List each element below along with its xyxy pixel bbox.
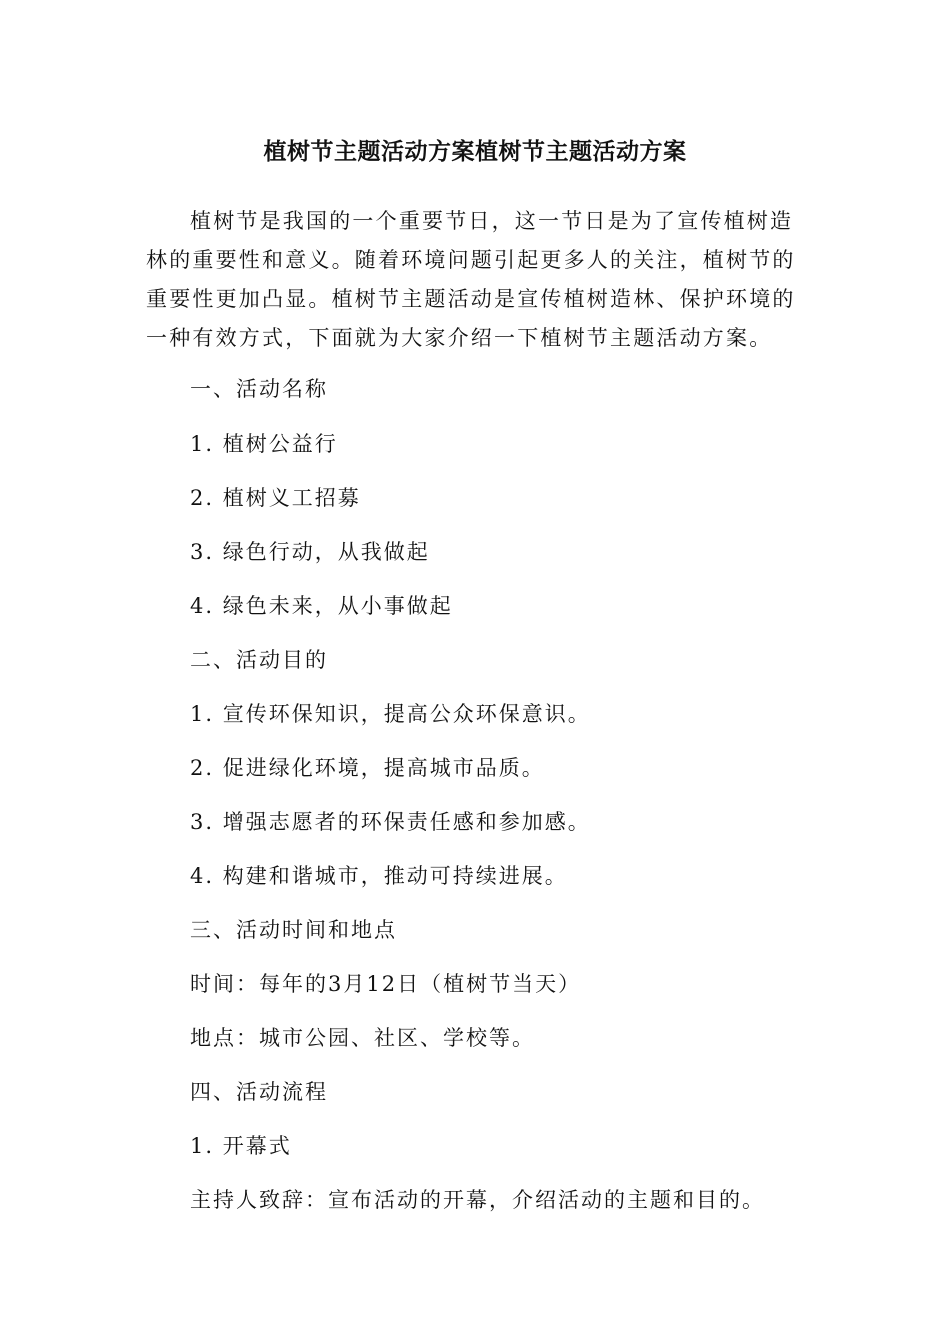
list-item: 2. 植树义工招募 [190, 486, 361, 510]
section-heading-time-place: 三、活动时间和地点 [190, 918, 397, 942]
list-item: 1. 开幕式 [190, 1134, 292, 1158]
document-title: 植树节主题活动方案植树节主题活动方案 [263, 139, 687, 165]
host-speech-line: 主持人致辞：宣布活动的开幕，介绍活动的主题和目的。 [190, 1188, 765, 1212]
section-heading-process: 四、活动流程 [190, 1080, 328, 1104]
section-heading-activity-purpose: 二、活动目的 [190, 648, 328, 672]
list-item: 3. 绿色行动，从我做起 [190, 540, 430, 564]
list-item: 3. 增强志愿者的环保责任感和参加感。 [190, 810, 591, 834]
list-item: 1. 植树公益行 [190, 432, 338, 456]
section-heading-activity-name: 一、活动名称 [190, 377, 328, 401]
time-line: 时间：每年的3月12日（植树节当天） [190, 972, 582, 996]
list-item: 4. 绿色未来，从小事做起 [190, 594, 453, 618]
place-line: 地点：城市公园、社区、学校等。 [190, 1026, 535, 1050]
intro-paragraph: 植树节是我国的一个重要节日，这一节日是为了宣传植树造林的重要性和意义。随着环境问题引起更多人的关注，植树节的重要性更加凸显。植树节主题活动是宣传植树造林、保护环境的一种有效方式，下面就为大家介绍一下植树节主题活动方案。 [146, 209, 796, 350]
list-item: 4. 构建和谐城市，推动可持续进展。 [190, 864, 568, 888]
list-item: 1. 宣传环保知识，提高公众环保意识。 [190, 702, 591, 726]
list-item: 2. 促进绿化环境，提高城市品质。 [190, 756, 545, 780]
